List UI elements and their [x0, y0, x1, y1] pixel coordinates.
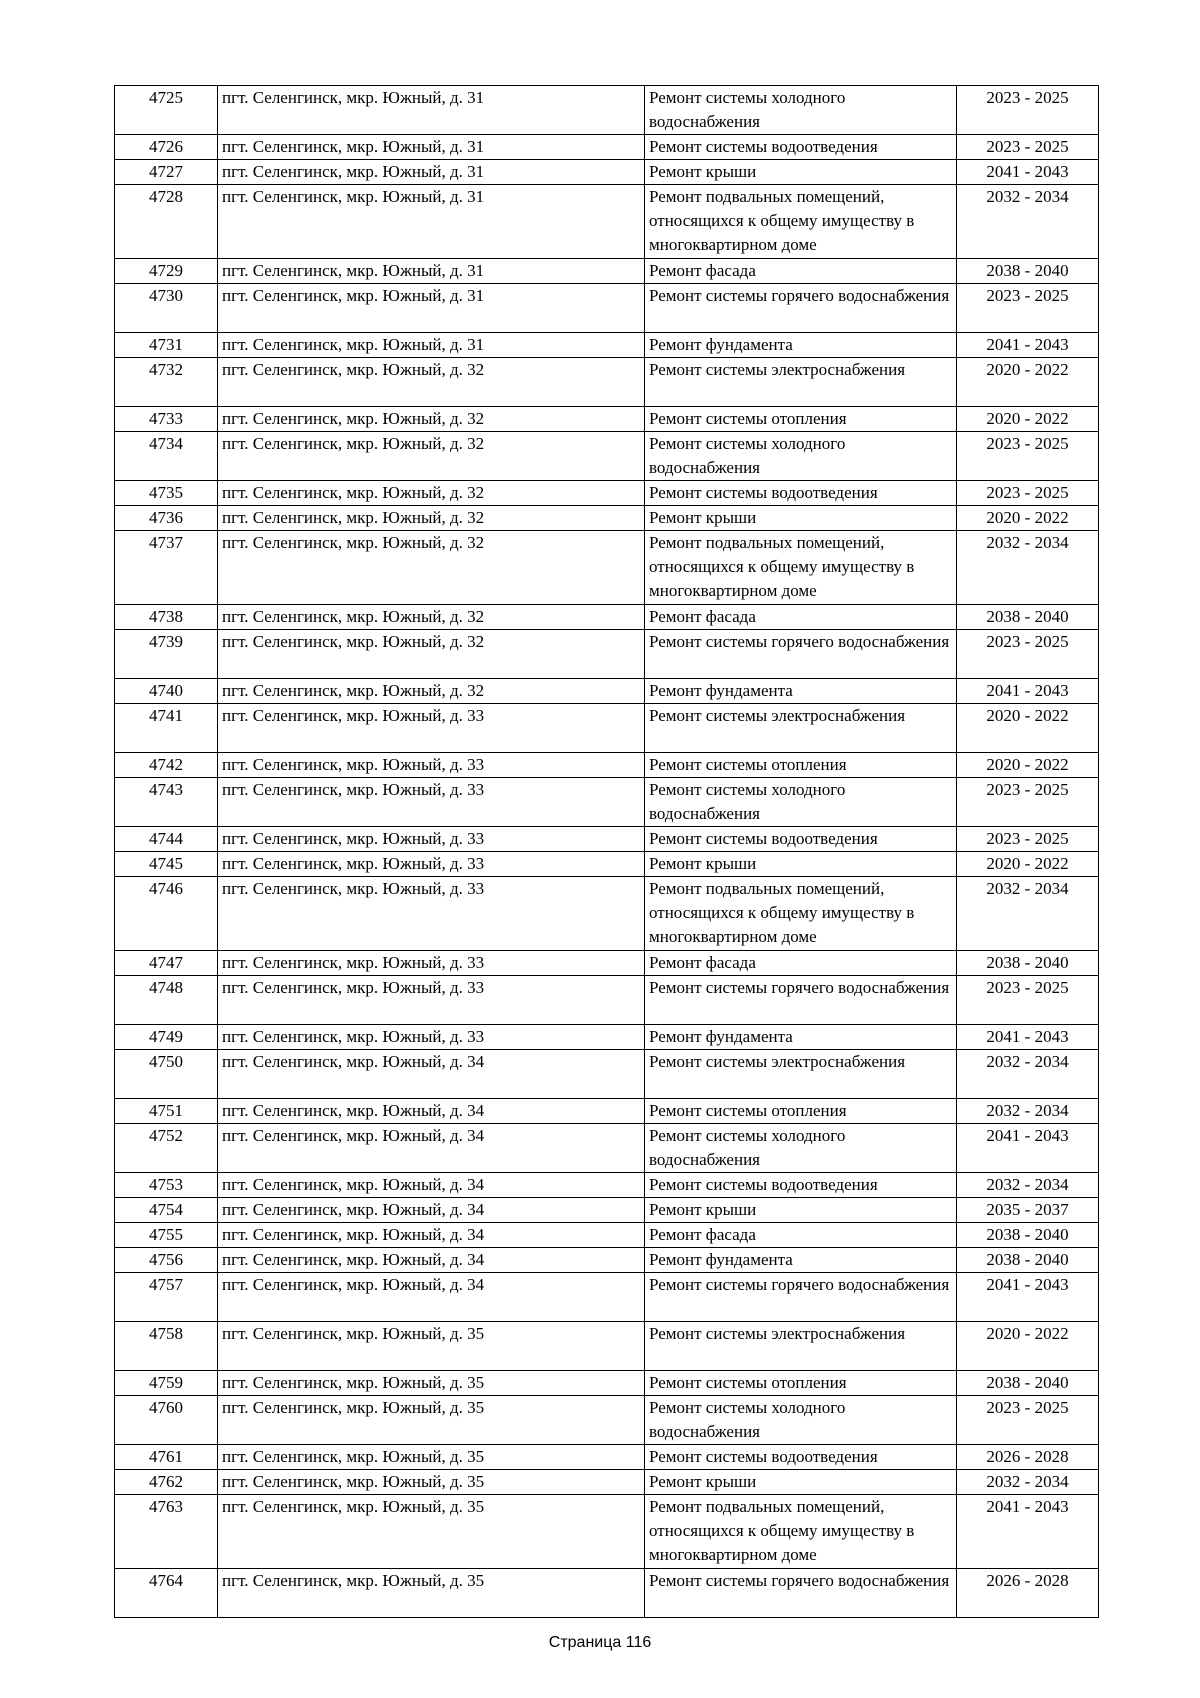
period-cell: 2023 - 2025 [957, 481, 1099, 506]
table-row [115, 951, 1099, 976]
work-type-cell: Ремонт фасада [645, 605, 957, 630]
work-type-cell: Ремонт системы водоотведения [645, 135, 957, 160]
row-number-cell: 4727 [115, 160, 218, 185]
period-cell: 2032 - 2034 [957, 531, 1099, 605]
table-row [115, 1470, 1099, 1495]
period-cell: 2041 - 2043 [957, 160, 1099, 185]
row-number-cell: 4733 [115, 407, 218, 432]
table-row [115, 531, 1099, 605]
work-type-cell: Ремонт фасада [645, 951, 957, 976]
work-type-cell: Ремонт подвальных помещений, относящихся к общему имуществу в многоквартирном доме [645, 185, 957, 259]
work-type-cell: Ремонт крыши [645, 1470, 957, 1495]
address-cell: пгт. Селенгинск, мкр. Южный, д. 32 [218, 432, 645, 481]
period-cell: 2020 - 2022 [957, 704, 1099, 753]
address-cell: пгт. Селенгинск, мкр. Южный, д. 34 [218, 1124, 645, 1173]
address-cell: пгт. Селенгинск, мкр. Южный, д. 35 [218, 1371, 645, 1396]
address-cell: пгт. Селенгинск, мкр. Южный, д. 35 [218, 1322, 645, 1371]
work-type-cell: Ремонт подвальных помещений, относящихся к общему имуществу в многоквартирном доме [645, 1495, 957, 1569]
table-row [115, 877, 1099, 951]
period-cell: 2023 - 2025 [957, 630, 1099, 679]
table-row [115, 160, 1099, 185]
address-cell: пгт. Селенгинск, мкр. Южный, д. 33 [218, 951, 645, 976]
row-number-cell: 4749 [115, 1025, 218, 1050]
table-row [115, 827, 1099, 852]
address-cell: пгт. Селенгинск, мкр. Южный, д. 32 [218, 679, 645, 704]
work-type-cell: Ремонт фасада [645, 1223, 957, 1248]
work-type-cell: Ремонт системы электроснабжения [645, 1322, 957, 1371]
work-type-cell: Ремонт системы электроснабжения [645, 704, 957, 753]
table-row [115, 1223, 1099, 1248]
period-cell: 2023 - 2025 [957, 284, 1099, 333]
row-number-cell: 4757 [115, 1273, 218, 1322]
page-number: Страница 116 [548, 1634, 652, 1651]
address-cell: пгт. Селенгинск, мкр. Южный, д. 35 [218, 1569, 645, 1618]
period-cell: 2020 - 2022 [957, 753, 1099, 778]
work-type-cell: Ремонт фундамента [645, 679, 957, 704]
period-cell: 2038 - 2040 [957, 259, 1099, 284]
work-type-cell: Ремонт системы холодного водоснабжения [645, 1396, 957, 1445]
table-row [115, 1025, 1099, 1050]
work-type-cell: Ремонт системы холодного водоснабжения [645, 778, 957, 827]
address-cell: пгт. Селенгинск, мкр. Южный, д. 32 [218, 531, 645, 605]
table-row [115, 1099, 1099, 1124]
row-number-cell: 4732 [115, 358, 218, 407]
table-row [115, 333, 1099, 358]
row-number-cell: 4726 [115, 135, 218, 160]
address-cell: пгт. Селенгинск, мкр. Южный, д. 31 [218, 185, 645, 259]
row-number-cell: 4764 [115, 1569, 218, 1618]
address-cell: пгт. Селенгинск, мкр. Южный, д. 32 [218, 481, 645, 506]
repair-schedule-table [114, 85, 1099, 1618]
period-cell: 2032 - 2034 [957, 185, 1099, 259]
period-cell: 2041 - 2043 [957, 1495, 1099, 1569]
period-cell: 2041 - 2043 [957, 1124, 1099, 1173]
address-cell: пгт. Селенгинск, мкр. Южный, д. 32 [218, 407, 645, 432]
work-type-cell: Ремонт системы электроснабжения [645, 1050, 957, 1099]
period-cell: 2038 - 2040 [957, 1223, 1099, 1248]
address-cell: пгт. Селенгинск, мкр. Южный, д. 33 [218, 827, 645, 852]
row-number-cell: 4746 [115, 877, 218, 951]
row-number-cell: 4751 [115, 1099, 218, 1124]
table-row [115, 1322, 1099, 1371]
address-cell: пгт. Селенгинск, мкр. Южный, д. 33 [218, 704, 645, 753]
work-type-cell: Ремонт крыши [645, 1198, 957, 1223]
table-row [115, 1445, 1099, 1470]
table-row [115, 1248, 1099, 1273]
address-cell: пгт. Селенгинск, мкр. Южный, д. 31 [218, 259, 645, 284]
row-number-cell: 4762 [115, 1470, 218, 1495]
table-row [115, 778, 1099, 827]
address-cell: пгт. Селенгинск, мкр. Южный, д. 34 [218, 1173, 645, 1198]
row-number-cell: 4738 [115, 605, 218, 630]
address-cell: пгт. Селенгинск, мкр. Южный, д. 34 [218, 1248, 645, 1273]
table-row [115, 704, 1099, 753]
work-type-cell: Ремонт подвальных помещений, относящихся к общему имуществу в многоквартирном доме [645, 877, 957, 951]
row-number-cell: 4737 [115, 531, 218, 605]
table-row [115, 1495, 1099, 1569]
work-type-cell: Ремонт системы отопления [645, 753, 957, 778]
work-type-cell: Ремонт системы холодного водоснабжения [645, 86, 957, 135]
work-type-cell: Ремонт системы холодного водоснабжения [645, 1124, 957, 1173]
work-type-cell: Ремонт крыши [645, 160, 957, 185]
table-row [115, 185, 1099, 259]
row-number-cell: 4750 [115, 1050, 218, 1099]
address-cell: пгт. Селенгинск, мкр. Южный, д. 35 [218, 1470, 645, 1495]
table-row [115, 284, 1099, 333]
period-cell: 2020 - 2022 [957, 358, 1099, 407]
period-cell: 2041 - 2043 [957, 679, 1099, 704]
row-number-cell: 4747 [115, 951, 218, 976]
row-number-cell: 4753 [115, 1173, 218, 1198]
period-cell: 2023 - 2025 [957, 432, 1099, 481]
work-type-cell: Ремонт системы холодного водоснабжения [645, 432, 957, 481]
table-row [115, 1371, 1099, 1396]
address-cell: пгт. Селенгинск, мкр. Южный, д. 32 [218, 630, 645, 679]
period-cell: 2032 - 2034 [957, 1470, 1099, 1495]
period-cell: 2032 - 2034 [957, 877, 1099, 951]
address-cell: пгт. Селенгинск, мкр. Южный, д. 33 [218, 753, 645, 778]
table-row [115, 1198, 1099, 1223]
work-type-cell: Ремонт системы горячего водоснабжения [645, 284, 957, 333]
work-type-cell: Ремонт системы горячего водоснабжения [645, 976, 957, 1025]
repair-schedule-body [115, 86, 1099, 1618]
table-row [115, 630, 1099, 679]
row-number-cell: 4742 [115, 753, 218, 778]
row-number-cell: 4761 [115, 1445, 218, 1470]
row-number-cell: 4743 [115, 778, 218, 827]
period-cell: 2020 - 2022 [957, 407, 1099, 432]
table-row [115, 259, 1099, 284]
period-cell: 2020 - 2022 [957, 1322, 1099, 1371]
work-type-cell: Ремонт подвальных помещений, относящихся к общему имуществу в многоквартирном доме [645, 531, 957, 605]
address-cell: пгт. Селенгинск, мкр. Южный, д. 32 [218, 506, 645, 531]
table-row [115, 1173, 1099, 1198]
work-type-cell: Ремонт фасада [645, 259, 957, 284]
table-row [115, 679, 1099, 704]
period-cell: 2023 - 2025 [957, 778, 1099, 827]
period-cell: 2041 - 2043 [957, 1273, 1099, 1322]
table-row [115, 407, 1099, 432]
row-number-cell: 4758 [115, 1322, 218, 1371]
work-type-cell: Ремонт системы отопления [645, 1371, 957, 1396]
period-cell: 2023 - 2025 [957, 827, 1099, 852]
work-type-cell: Ремонт системы водоотведения [645, 1445, 957, 1470]
row-number-cell: 4741 [115, 704, 218, 753]
row-number-cell: 4728 [115, 185, 218, 259]
work-type-cell: Ремонт системы отопления [645, 1099, 957, 1124]
period-cell: 2023 - 2025 [957, 135, 1099, 160]
row-number-cell: 4745 [115, 852, 218, 877]
work-type-cell: Ремонт фундамента [645, 1025, 957, 1050]
period-cell: 2023 - 2025 [957, 976, 1099, 1025]
table-row [115, 86, 1099, 135]
work-type-cell: Ремонт системы горячего водоснабжения [645, 1569, 957, 1618]
row-number-cell: 4760 [115, 1396, 218, 1445]
address-cell: пгт. Селенгинск, мкр. Южный, д. 34 [218, 1050, 645, 1099]
row-number-cell: 4739 [115, 630, 218, 679]
row-number-cell: 4756 [115, 1248, 218, 1273]
address-cell: пгт. Селенгинск, мкр. Южный, д. 31 [218, 284, 645, 333]
work-type-cell: Ремонт фундамента [645, 333, 957, 358]
row-number-cell: 4754 [115, 1198, 218, 1223]
row-number-cell: 4734 [115, 432, 218, 481]
address-cell: пгт. Селенгинск, мкр. Южный, д. 35 [218, 1495, 645, 1569]
work-type-cell: Ремонт системы горячего водоснабжения [645, 1273, 957, 1322]
period-cell: 2026 - 2028 [957, 1445, 1099, 1470]
work-type-cell: Ремонт системы водоотведения [645, 827, 957, 852]
address-cell: пгт. Селенгинск, мкр. Южный, д. 33 [218, 852, 645, 877]
period-cell: 2041 - 2043 [957, 1025, 1099, 1050]
period-cell: 2032 - 2034 [957, 1099, 1099, 1124]
period-cell: 2026 - 2028 [957, 1569, 1099, 1618]
table-row [115, 358, 1099, 407]
row-number-cell: 4736 [115, 506, 218, 531]
work-type-cell: Ремонт фундамента [645, 1248, 957, 1273]
table-row [115, 432, 1099, 481]
row-number-cell: 4730 [115, 284, 218, 333]
address-cell: пгт. Селенгинск, мкр. Южный, д. 31 [218, 333, 645, 358]
address-cell: пгт. Селенгинск, мкр. Южный, д. 34 [218, 1223, 645, 1248]
address-cell: пгт. Селенгинск, мкр. Южный, д. 34 [218, 1273, 645, 1322]
address-cell: пгт. Селенгинск, мкр. Южный, д. 33 [218, 778, 645, 827]
table-row [115, 753, 1099, 778]
work-type-cell: Ремонт крыши [645, 506, 957, 531]
table-row [115, 605, 1099, 630]
period-cell: 2038 - 2040 [957, 605, 1099, 630]
row-number-cell: 4755 [115, 1223, 218, 1248]
address-cell: пгт. Селенгинск, мкр. Южный, д. 33 [218, 1025, 645, 1050]
address-cell: пгт. Селенгинск, мкр. Южный, д. 33 [218, 976, 645, 1025]
work-type-cell: Ремонт системы горячего водоснабжения [645, 630, 957, 679]
table-row [115, 1050, 1099, 1099]
address-cell: пгт. Селенгинск, мкр. Южный, д. 35 [218, 1445, 645, 1470]
address-cell: пгт. Селенгинск, мкр. Южный, д. 32 [218, 605, 645, 630]
row-number-cell: 4759 [115, 1371, 218, 1396]
address-cell: пгт. Селенгинск, мкр. Южный, д. 31 [218, 135, 645, 160]
row-number-cell: 4763 [115, 1495, 218, 1569]
period-cell: 2023 - 2025 [957, 1396, 1099, 1445]
work-type-cell: Ремонт системы электроснабжения [645, 358, 957, 407]
row-number-cell: 4740 [115, 679, 218, 704]
work-type-cell: Ремонт системы водоотведения [645, 481, 957, 506]
table-row [115, 135, 1099, 160]
period-cell: 2041 - 2043 [957, 333, 1099, 358]
period-cell: 2020 - 2022 [957, 852, 1099, 877]
period-cell: 2032 - 2034 [957, 1050, 1099, 1099]
table-row [115, 1396, 1099, 1445]
work-type-cell: Ремонт системы водоотведения [645, 1173, 957, 1198]
work-type-cell: Ремонт системы отопления [645, 407, 957, 432]
table-row [115, 976, 1099, 1025]
period-cell: 2038 - 2040 [957, 1248, 1099, 1273]
address-cell: пгт. Селенгинск, мкр. Южный, д. 32 [218, 358, 645, 407]
address-cell: пгт. Селенгинск, мкр. Южный, д. 35 [218, 1396, 645, 1445]
table-row [115, 1569, 1099, 1618]
table-row [115, 1273, 1099, 1322]
table-row [115, 1124, 1099, 1173]
address-cell: пгт. Селенгинск, мкр. Южный, д. 34 [218, 1198, 645, 1223]
table-row [115, 852, 1099, 877]
row-number-cell: 4725 [115, 86, 218, 135]
row-number-cell: 4748 [115, 976, 218, 1025]
work-type-cell: Ремонт крыши [645, 852, 957, 877]
period-cell: 2035 - 2037 [957, 1198, 1099, 1223]
row-number-cell: 4729 [115, 259, 218, 284]
row-number-cell: 4744 [115, 827, 218, 852]
address-cell: пгт. Селенгинск, мкр. Южный, д. 31 [218, 160, 645, 185]
row-number-cell: 4731 [115, 333, 218, 358]
row-number-cell: 4752 [115, 1124, 218, 1173]
table-row [115, 481, 1099, 506]
period-cell: 2038 - 2040 [957, 1371, 1099, 1396]
address-cell: пгт. Селенгинск, мкр. Южный, д. 33 [218, 877, 645, 951]
row-number-cell: 4735 [115, 481, 218, 506]
address-cell: пгт. Селенгинск, мкр. Южный, д. 34 [218, 1099, 645, 1124]
table-row [115, 506, 1099, 531]
period-cell: 2023 - 2025 [957, 86, 1099, 135]
period-cell: 2020 - 2022 [957, 506, 1099, 531]
address-cell: пгт. Селенгинск, мкр. Южный, д. 31 [218, 86, 645, 135]
period-cell: 2038 - 2040 [957, 951, 1099, 976]
period-cell: 2032 - 2034 [957, 1173, 1099, 1198]
